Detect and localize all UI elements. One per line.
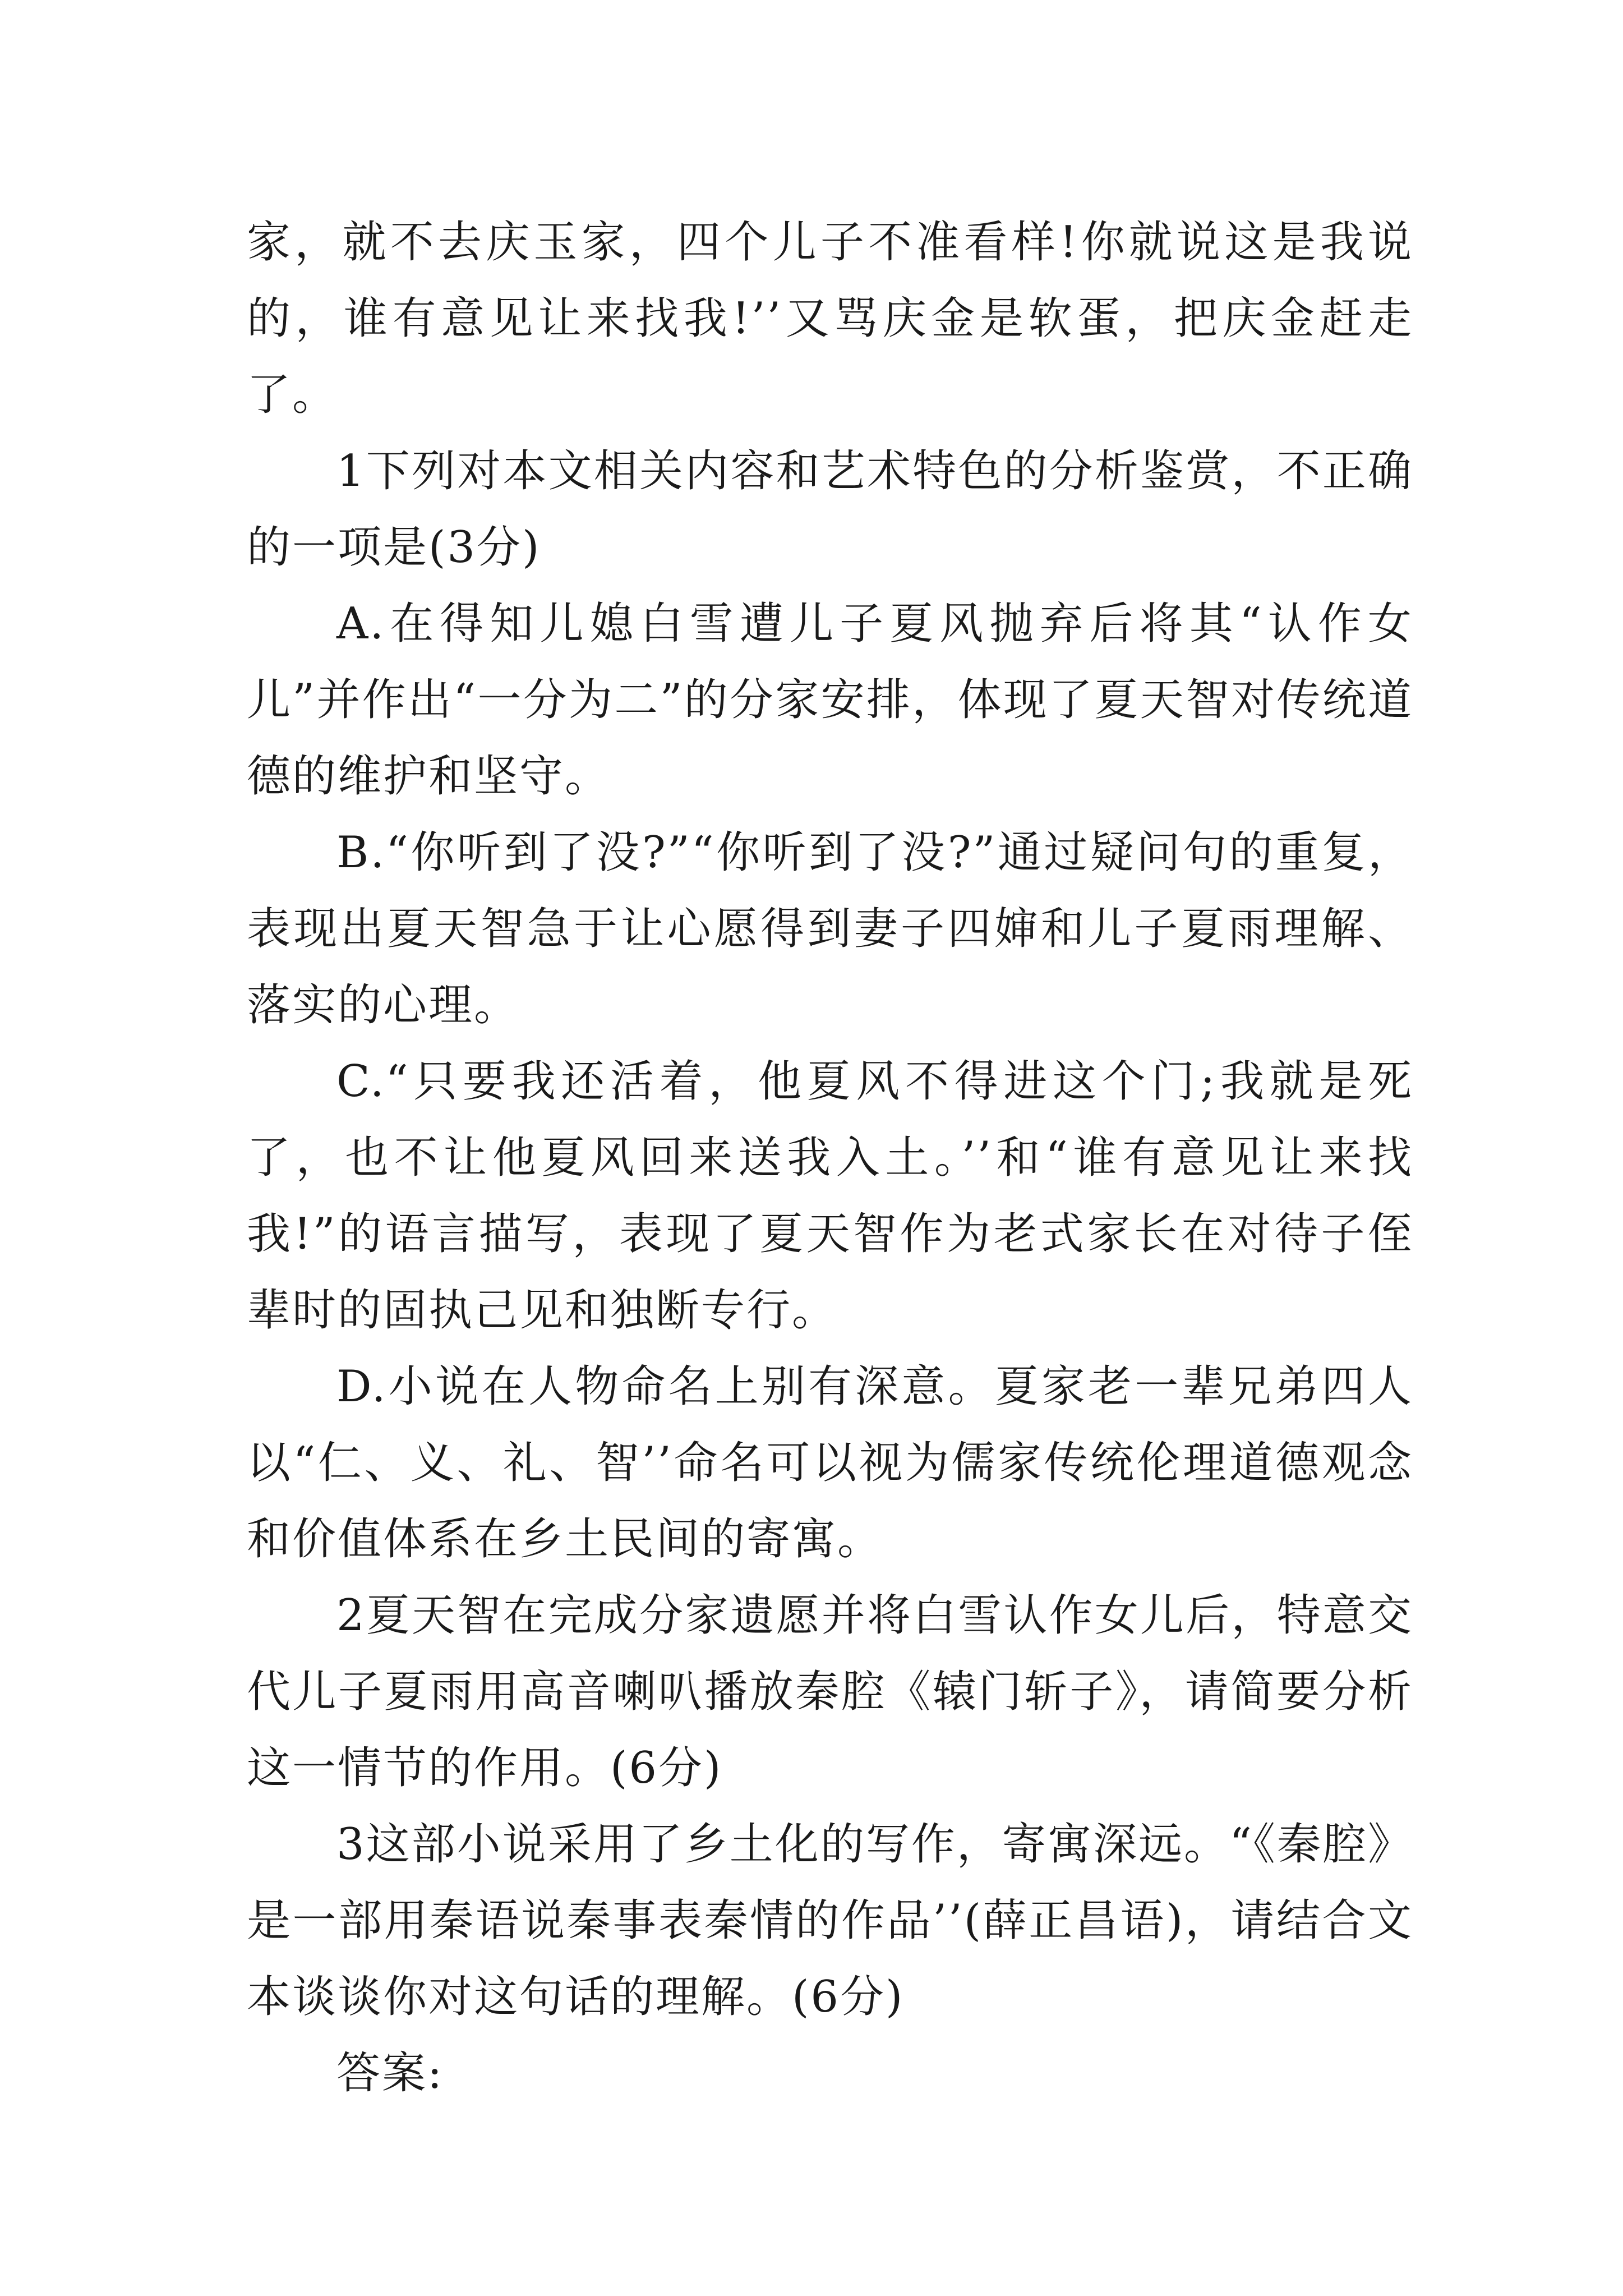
option-a: A.在得知儿媳白雪遭儿子夏风抛弃后将其“认作女儿”并作出“一分为二”的分家安排，体现了夏天智对传统道德的维护和坚守。 [247, 599, 1413, 802]
option-b: B.“你听到了没?”“你听到了没?”通过疑问句的重复，表现出夏天智急于让心愿得到妻子四婶和儿子夏雨理解、落实的心理。 [247, 827, 1413, 1030]
paragraph-continuation: 家，就不去庆玉家，四个儿子不准看样!你就说这是我说的，谁有意见让来找我!’’又骂庆金是软蛋，把庆金赶走了。 [247, 217, 1413, 420]
question-1-prompt: 1下列对本文相关内容和艺术特色的分析鉴赏，不正确的一项是(3分) [247, 446, 1413, 573]
question-3-prompt: 3这部小说采用了乡土化的写作，寄寓深远。“《秦腔》是一部用秦语说秦事表秦情的作品’’(薛正昌语)，请结合文本谈谈你对这句话的理解。(6分) [247, 1819, 1413, 2022]
document-body [247, 204, 1413, 2111]
option-d: D.小说在人物命名上别有深意。夏家老一辈兄弟四人以“仁、义、礼、智’’命名可以视为儒家传统伦理道德观念和价值体系在乡土民间的寄寓。 [247, 1361, 1413, 1565]
option-c: C.“只要我还活着，他夏风不得进这个门;我就是死了，也不让他夏风回来送我入土。’’和“谁有意见让来找我!”的语言描写，表现了夏天智作为老式家长在对待子侄辈时的固执己见和独断专行。 [247, 1056, 1413, 1336]
question-2-prompt: 2夏天智在完成分家遗愿并将白雪认作女儿后，特意交代儿子夏雨用高音喇叭播放秦腔《辕门斩子》，请简要分析这一情节的作用。(6分) [247, 1590, 1413, 1793]
answer-heading: 答案: [336, 2048, 444, 2099]
